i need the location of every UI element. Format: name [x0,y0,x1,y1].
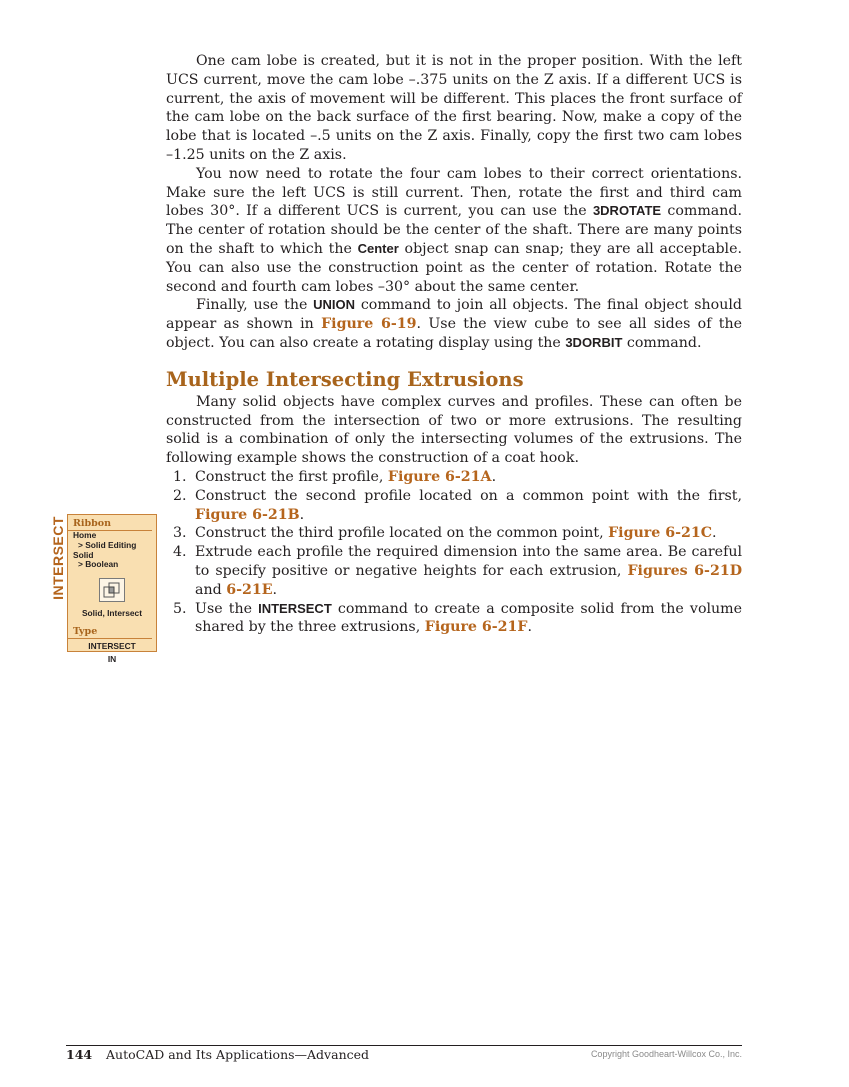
icon-caption: Solid, Intersect [81,608,143,619]
ribbon-path-solid: Solid [73,549,94,560]
steps-list [166,468,742,637]
ribbon-heading: Ribbon [68,515,152,531]
section-heading: Multiple Intersecting Extrusions [166,367,524,391]
type-command: INTERSECT [88,641,136,652]
figure-link-6-21c[interactable]: Figure 6-21C [608,525,713,542]
list-item: 3. Construct the third profile located on the common point, Figure 6-21C. [173,525,717,542]
paragraph-intro: Many solid objects have complex curves and profiles. These can often be constructed from the intersection of two or more extrusions. The resulting solid is a combination of only the intersecting volumes of the extrusions. The following example shows the construction of a coat hook. [166,393,742,467]
ribbon-path-solid-editing: > Solid Editing [78,539,137,550]
book-title: AutoCAD and Its Applications—Advanced [106,1047,370,1062]
body-text [166,52,742,637]
paragraph-union: Finally, use the UNION command to join all objects. The final object should appear as shown in Figure 6-19. Use the view cube to see all sides of the object. You can also create a rotating display using the 3DORBIT command. [166,297,742,351]
footer-divider [66,1045,742,1046]
command-intersect: INTERSECT [258,600,332,616]
list-item: 2. Construct the second profile located on a common point with the first, Figure 6-21B. [173,487,742,523]
figure-link-6-21b[interactable]: Figure 6-21B [195,506,300,523]
list-item: 5. Use the INTERSECT command to create a composite solid from the volume shared by the three extrusions, Figure 6-21F. [173,600,743,636]
figure-link-6-21f[interactable]: Figure 6-21F [424,619,528,636]
list-item: 1. Construct the first profile, Figure 6-21A. [173,468,497,485]
type-heading: Type [68,623,152,639]
paragraph-cam-move: One cam lobe is created, but it is not in the proper position. With the left UCS current, move the cam lobe –.375 units on the Z axis. If a different UCS is current, the axis of movement will be different. This places the front surface of the cam lobe on the back surface of the first bearing. Now, make a copy of the lobe that is located –.5 units on the Z axis. Finally, copy the first two cam lobes –1.25 units on the Z axis. [166,53,742,163]
osnap-center: Center [357,240,399,256]
ribbon-path-home: Home [73,530,97,540]
page-number: 144 [66,1047,93,1062]
ribbon-path-boolean: > Boolean [78,559,119,570]
command-access-box [67,514,157,664]
command-union: UNION [313,297,356,313]
margin-command-tab [48,513,68,603]
figure-link-6-21e[interactable]: 6-21E [226,581,273,598]
figure-link-6-21a[interactable]: Figure 6-21A [387,468,492,485]
copyright: Copyright Goodheart-Willcox Co., Inc. [590,1049,742,1059]
paragraph-rotate-lobes: You now need to rotate the four cam lobes to their correct orientations. Make sure the left UCS is still current. Then, rotate the first and third cam lobes 30°. If a different UCS is current, you can use the 3DROTATE command. The center of rotation should be the center of the shaft. There are many points on the shaft to which the Center object snap can snap; they are all acceptable. You can also use the construction point as the center of rotation. Rotate the second and fourth cam lobes –30° about the same center. [166,165,742,295]
margin-command-label: INTERSECT [50,516,66,600]
command-3drotate: 3DROTATE [592,203,662,219]
solid-intersect-icon[interactable] [99,578,125,602]
type-alias: IN [107,653,117,664]
figure-link-6-21d[interactable]: Figures 6-21D [627,562,742,579]
list-item: 4. Extrude each profile the required dimension into the same area. Be careful to specify positive or negative heights for each extrusion, Figures 6-21D and 6-21E. [173,544,742,598]
command-3dorbit: 3DORBIT [565,334,623,350]
figure-link-6-19[interactable]: Figure 6-19 [321,316,417,333]
